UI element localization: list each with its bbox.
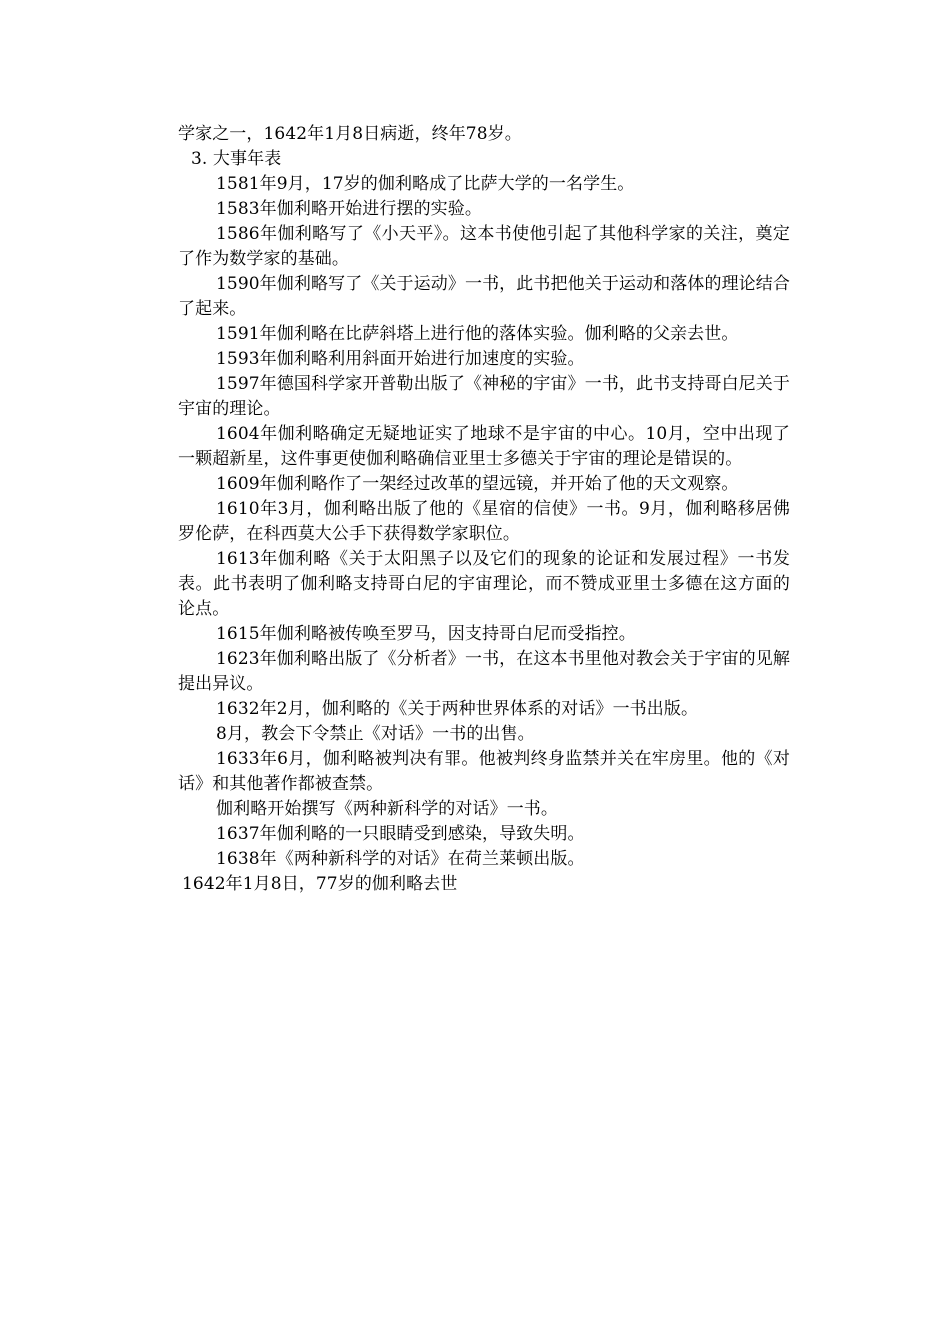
timeline-entry: 1615年伽利略被传唤至罗马，因支持哥白尼而受指控。: [216, 624, 636, 644]
timeline-entry: 1604年伽利略确定无疑地证实了地球不是宇宙的中心。10月，空中出现了一颗超新星，这件事更使伽利略确信亚里士多德关于宇宙的理论是错误的。: [178, 424, 790, 469]
timeline-entry: 1638年《两种新科学的对话》在荷兰莱顿出版。: [216, 849, 585, 869]
timeline-entry: 1637年伽利略的一只眼睛受到感染，导致失明。: [216, 824, 585, 844]
timeline-entry: 1583年伽利略开始进行摆的实验。: [216, 199, 482, 219]
timeline-entry: 1590年伽利略写了《关于运动》一书，此书把他关于运动和落体的理论结合了起来。: [178, 274, 790, 319]
timeline-entry: 1633年6月，伽利略被判决有罪。他被判终身监禁并关在牢房里。他的《对话》和其他著作都被查禁。: [178, 749, 790, 794]
timeline-entry: 1581年9月，17岁的伽利略成了比萨大学的一名学生。: [216, 174, 635, 194]
timeline-entry: 1586年伽利略写了《小天平》。这本书使他引起了其他科学家的关注，奠定了作为数学家的基础。: [178, 224, 790, 269]
timeline-entry: 1623年伽利略出版了《分析者》一书，在这本书里他对教会关于宇宙的见解提出异议。: [178, 649, 790, 694]
timeline-entry: 1591年伽利略在比萨斜塔上进行他的落体实验。伽利略的父亲去世。: [216, 324, 739, 344]
timeline-entry: 1610年3月，伽利略出版了他的《星宿的信使》一书。9月，伽利略移居佛罗伦萨，在科西莫大公手下获得数学家职位。: [178, 499, 790, 544]
document-body: [178, 122, 790, 897]
timeline-entry: 1632年2月，伽利略的《关于两种世界体系的对话》一书出版。: [216, 699, 699, 719]
section-heading: 3. 大事年表: [191, 149, 282, 169]
timeline-entry: 8月，教会下令禁止《对话》一书的出售。: [216, 724, 535, 744]
timeline-entry-final: 1642年1月8日，77岁的伽利略去世: [182, 874, 458, 894]
timeline-entry: 1593年伽利略利用斜面开始进行加速度的实验。: [216, 349, 585, 369]
timeline-entry: 1613年伽利略《关于太阳黑子以及它们的现象的论证和发展过程》一书发表。此书表明了伽利略支持哥白尼的宇宙理论，而不赞成亚里士多德在这方面的论点。: [178, 549, 790, 619]
timeline-entry: 伽利略开始撰写《两种新科学的对话》一书。: [216, 799, 558, 819]
timeline-entry: 1597年德国科学家开普勒出版了《神秘的宇宙》一书，此书支持哥白尼关于宇宙的理论。: [178, 374, 790, 419]
timeline-entry: 1609年伽利略作了一架经过改革的望远镜，并开始了他的天文观察。: [216, 474, 739, 494]
paragraph-continuation: 学家之一，1642年1月8日病逝，终年78岁。: [178, 124, 522, 144]
